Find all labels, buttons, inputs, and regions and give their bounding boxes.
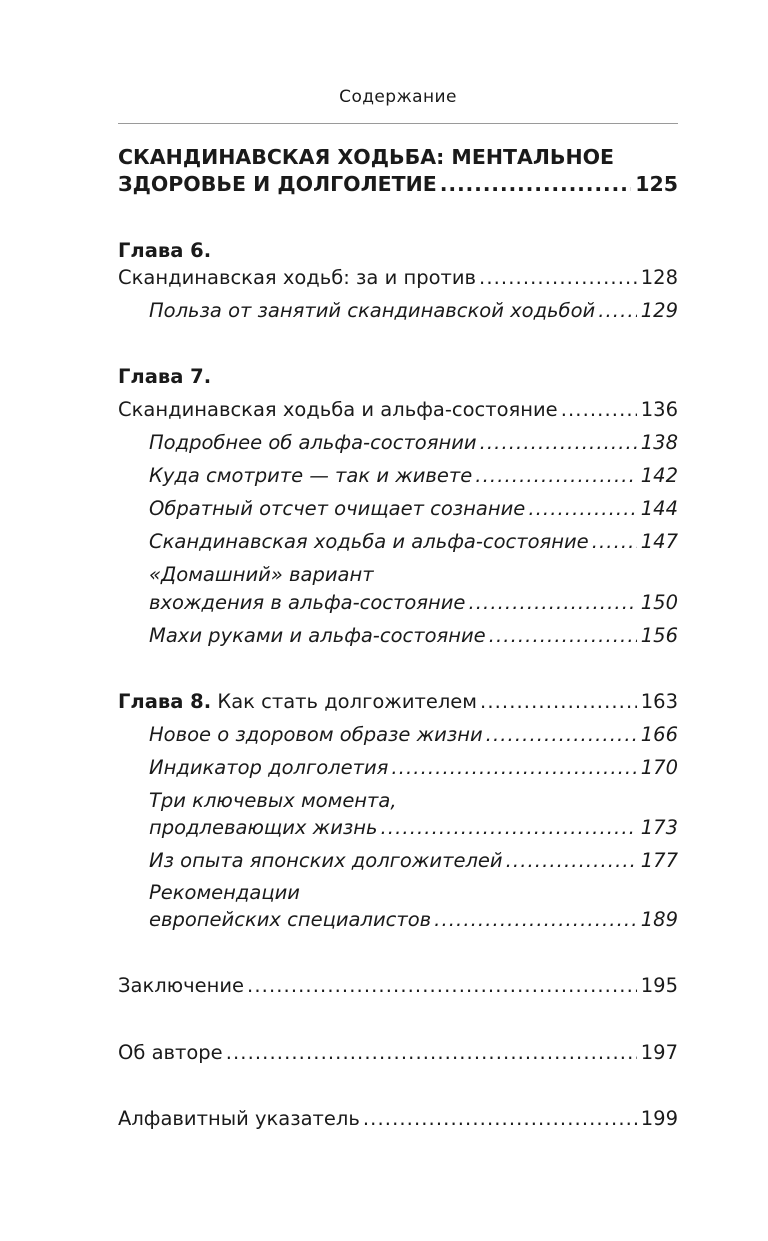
toc-entry-ch7-s3[interactable] [149, 492, 678, 525]
page-number: 173 [640, 816, 678, 839]
page-number: 147 [640, 530, 678, 553]
dot-leader [440, 168, 631, 201]
toc-entry-ch7-s6[interactable] [149, 619, 678, 652]
dot-leader [480, 426, 637, 459]
entry-title: Индикатор долголетия [149, 756, 389, 779]
page-number: 166 [640, 723, 678, 746]
entry-title: Как стать долгожителем [217, 690, 478, 713]
toc-entry-ch8-s2[interactable] [149, 751, 678, 784]
chapter-7-label: Глава 7. [118, 365, 212, 388]
toc-entry-about-author[interactable] [118, 1036, 678, 1069]
toc-entry-ch7-s5[interactable] [149, 586, 678, 619]
entry-title: продлевающих жизнь [149, 816, 378, 839]
entry-title-line1: Рекомендации [149, 881, 300, 904]
dot-leader [468, 586, 636, 619]
page-number: 170 [640, 756, 678, 779]
toc-entry-ch7-s4[interactable] [149, 525, 678, 558]
dot-leader [434, 903, 637, 936]
entry-title-group [118, 685, 477, 718]
entry-title-line1: Три ключевых момента, [149, 789, 397, 812]
entry-title: Куда смотрите — так и живете [149, 464, 473, 487]
toc-entry-ch8-s1[interactable] [149, 718, 678, 751]
dot-leader [381, 811, 637, 844]
header-rule [118, 123, 678, 124]
entry-title: вхождения в альфа-состояние [149, 591, 466, 614]
page-number: 195 [640, 974, 678, 997]
toc-entry-ch6-s1[interactable] [149, 294, 678, 327]
dot-leader [363, 1102, 637, 1135]
toc-entry-ch7[interactable] [118, 393, 678, 426]
page-number: 142 [640, 464, 678, 487]
page-number: 150 [640, 591, 678, 614]
page-number: 163 [640, 690, 678, 713]
dot-leader [391, 751, 636, 784]
entry-title: Польза от занятий скандинавской ходьбой [149, 299, 596, 322]
part-title-entry[interactable] [118, 168, 678, 201]
entry-title: Скандинавская ходьба и альфа-состояние [118, 398, 558, 421]
dot-leader [528, 492, 636, 525]
page-number: 199 [640, 1107, 678, 1130]
dot-leader [506, 844, 637, 877]
toc-entry-conclusion[interactable] [118, 969, 678, 1002]
part-title-line1: СКАНДИНАВСКАЯ ХОДЬБА: МЕНТАЛЬНОЕ [118, 145, 615, 169]
page-number: 189 [640, 908, 678, 931]
page-number: 144 [640, 497, 678, 520]
entry-title: Заключение [118, 974, 245, 997]
page-number: 156 [640, 624, 678, 647]
dot-leader [480, 685, 637, 718]
toc-entry-index[interactable] [118, 1102, 678, 1135]
running-head: Содержание [339, 87, 457, 107]
dot-leader [479, 261, 637, 294]
toc-entry-ch8-s3[interactable] [149, 811, 678, 844]
entry-title: Скандинавская ходьба и альфа-состояние [149, 530, 589, 553]
chapter-8-label: Глава 8. [118, 690, 212, 713]
dot-leader [247, 969, 637, 1002]
toc-entry-ch8-s5[interactable] [149, 903, 678, 936]
page-number: 138 [640, 431, 678, 454]
entry-title: Махи руками и альфа-состояние [149, 624, 486, 647]
chapter-6-label: Глава 6. [118, 239, 212, 262]
page-number: 129 [640, 299, 678, 322]
entry-title-line1: «Домашний» вариант [149, 563, 374, 586]
dot-leader [226, 1036, 637, 1069]
entry-title: Из опыта японских долгожителей [149, 849, 503, 872]
entry-title: Новое о здоровом образе жизни [149, 723, 483, 746]
page-number: 197 [640, 1041, 678, 1064]
toc-entry-ch7-s2[interactable] [149, 459, 678, 492]
page-number: 125 [635, 172, 678, 196]
toc-entry-ch8-s4[interactable] [149, 844, 678, 877]
page-number: 177 [640, 849, 678, 872]
page-number: 128 [640, 266, 678, 289]
entry-title: Скандинавская ходьб: за и против [118, 266, 477, 289]
toc-entry-ch8[interactable] [118, 685, 678, 718]
dot-leader [489, 619, 637, 652]
toc-entry-ch7-s1[interactable] [149, 426, 678, 459]
dot-leader [475, 459, 636, 492]
dot-leader [592, 525, 637, 558]
part-title-line2: ЗДОРОВЬЕ И ДОЛГОЛЕТИЕ [118, 172, 437, 196]
entry-title: европейских специалистов [149, 908, 432, 931]
toc-entry-ch6[interactable] [118, 261, 678, 294]
dot-leader [486, 718, 637, 751]
dot-leader [561, 393, 637, 426]
page-number: 136 [640, 398, 678, 421]
entry-title: Подробнее об альфа-состоянии [149, 431, 477, 454]
entry-title: Алфавитный указатель [118, 1107, 360, 1130]
entry-title: Об авторе [118, 1041, 223, 1064]
dot-leader [598, 294, 637, 327]
entry-title: Обратный отсчет очищает сознание [149, 497, 526, 520]
